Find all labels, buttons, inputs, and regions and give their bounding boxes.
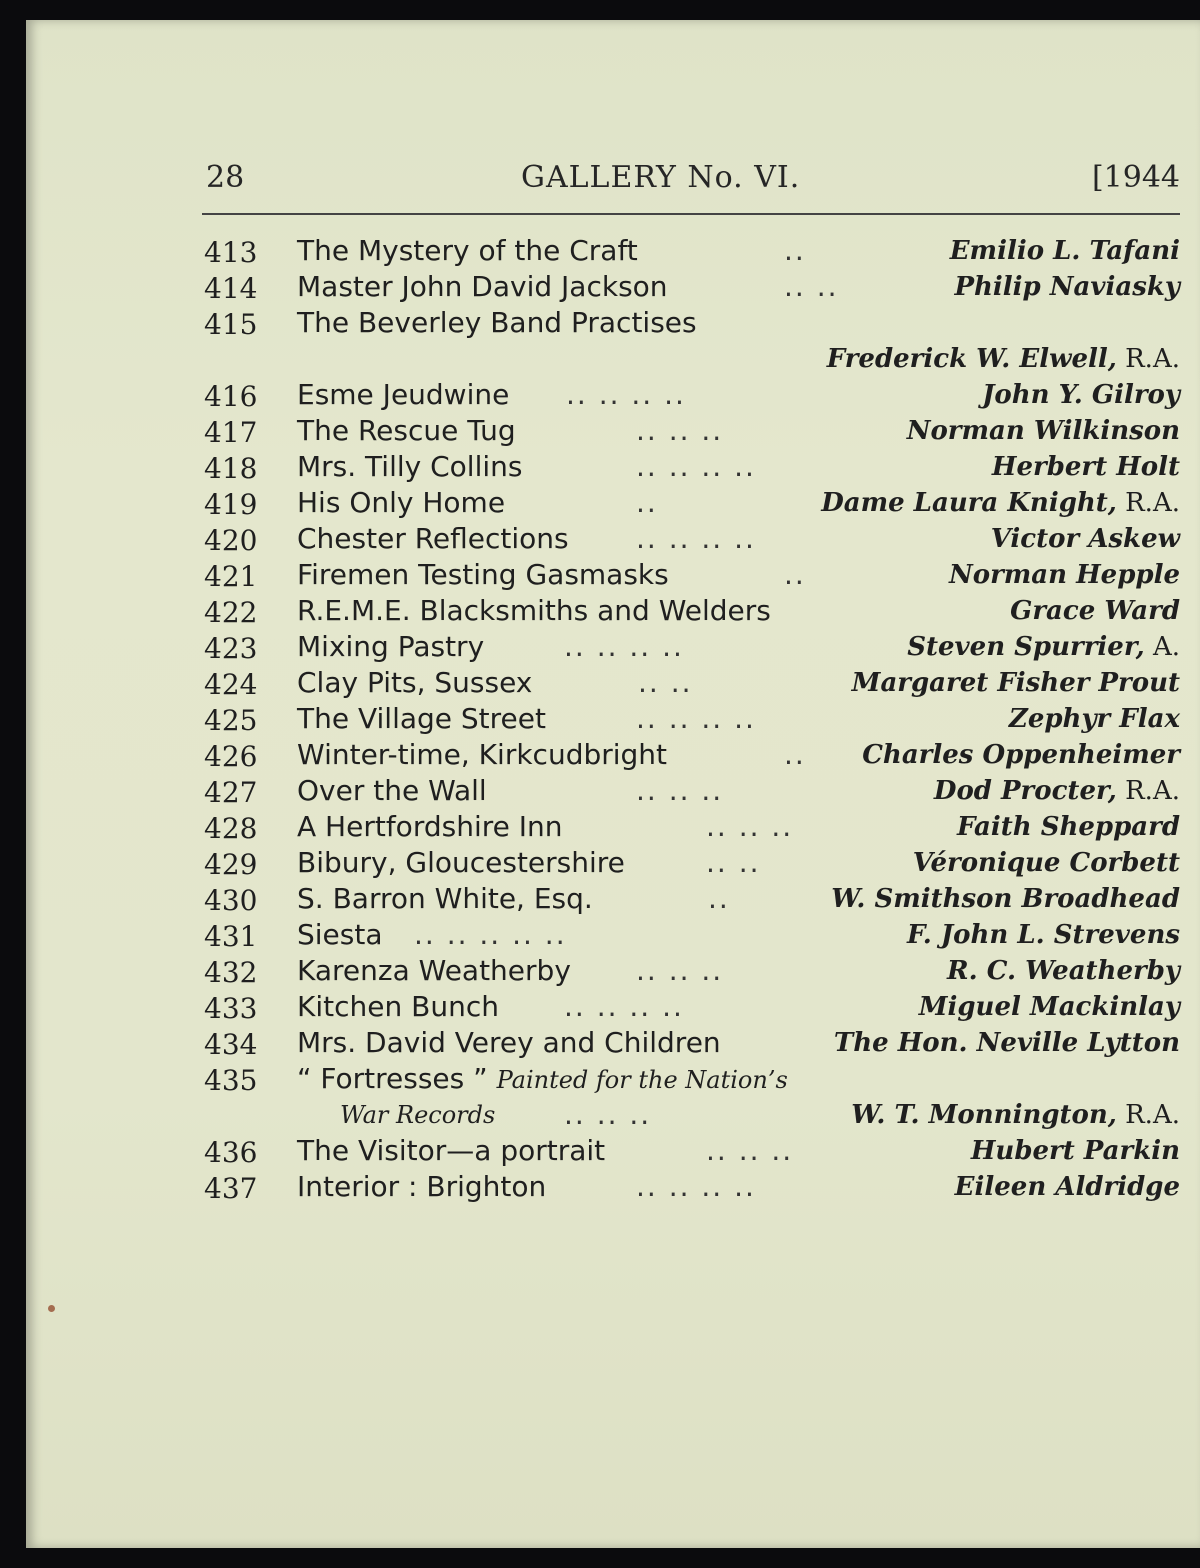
entry-artist: Emilio L. Tafani <box>949 236 1180 266</box>
leader-dots: .. .. .. .. .. <box>414 918 567 951</box>
entry-title: The Visitor—a portrait <box>297 1134 606 1167</box>
leader-dots: .. .. .. <box>636 774 724 807</box>
entry-row <box>26 413 1200 449</box>
entry-artist: F. John L. Strevens <box>906 920 1180 950</box>
leader-dots: .. .. .. <box>636 954 724 987</box>
entry-continuation <box>26 341 1200 377</box>
entry-artist: R. C. Weatherby <box>947 956 1180 986</box>
leader-dots: .. .. .. .. <box>636 522 756 555</box>
entry-number: 427 <box>204 776 258 809</box>
entry-title: His Only Home <box>297 486 506 519</box>
entry-number: 416 <box>204 380 258 413</box>
entry-number: 430 <box>204 884 258 917</box>
entry-artist: Faith Sheppard <box>956 812 1180 842</box>
entry-artist: Norman Hepple <box>948 560 1180 590</box>
entry-title: Winter-time, Kirkcudbright <box>297 738 668 771</box>
entry-number: 417 <box>204 416 258 449</box>
entry-artist: Grace Ward <box>1010 596 1180 626</box>
leader-dots: .. .. .. <box>636 414 724 447</box>
entry-title: S. Barron White, Esq. <box>297 882 593 915</box>
entry-number: 435 <box>204 1064 258 1097</box>
entry-title: The Beverley Band Practises <box>297 306 697 339</box>
entry-row <box>26 305 1200 341</box>
entry-artist: W. T. Monnington, R.A. <box>851 1100 1180 1130</box>
entry-number: 425 <box>204 704 258 737</box>
entry-title: R.E.M.E. Blacksmiths and Welders <box>297 594 771 627</box>
entry-title: Mrs. David Verey and Children <box>297 1026 721 1059</box>
entry-number: 423 <box>204 632 258 665</box>
leader-dots: .. .. .. .. <box>636 702 756 735</box>
entry-title: The Rescue Tug <box>297 414 516 447</box>
entry-row <box>26 233 1200 269</box>
entry-artist: Herbert Holt <box>991 452 1180 482</box>
entry-artist: The Hon. Neville Lytton <box>833 1028 1180 1058</box>
entry-artist: Charles Oppenheimer <box>862 740 1180 770</box>
entry-row <box>26 485 1200 521</box>
entry-artist: Victor Askew <box>990 524 1180 554</box>
entry-continuation <box>26 1097 1200 1133</box>
entry-title: The Village Street <box>297 702 546 735</box>
leader-dots: .. <box>636 486 658 519</box>
entry-artist: Véronique Corbett <box>912 848 1180 878</box>
entry-note: Painted for the Nation’s <box>496 1066 788 1094</box>
entry-number: 429 <box>204 848 258 881</box>
entry-artist: Steven Spurrier, A. <box>907 632 1180 662</box>
entry-row <box>26 521 1200 557</box>
entry-artist: Dod Procter, R.A. <box>933 776 1180 806</box>
leader-dots: .. <box>784 738 806 771</box>
entry-row <box>26 1169 1200 1205</box>
entry-artist: Margaret Fisher Prout <box>851 668 1180 698</box>
entry-number: 432 <box>204 956 258 989</box>
entry-row <box>26 377 1200 413</box>
header-rule <box>202 213 1180 215</box>
entry-row <box>26 881 1200 917</box>
entry-number: 426 <box>204 740 258 773</box>
entry-number: 418 <box>204 452 258 485</box>
entry-row <box>26 269 1200 305</box>
entry-row <box>26 953 1200 989</box>
entry-artist: John Y. Gilroy <box>982 380 1180 410</box>
entry-title: The Mystery of the Craft <box>297 234 638 267</box>
show-through-text <box>26 1210 1200 1426</box>
entry-title: Master John David Jackson <box>297 270 668 303</box>
entry-title: Mixing Pastry <box>297 630 485 663</box>
entry-row <box>26 557 1200 593</box>
entry-number: 420 <box>204 524 258 557</box>
entry-number: 415 <box>204 308 258 341</box>
entry-title: Clay Pits, Sussex <box>297 666 533 699</box>
leader-dots: .. <box>784 234 806 267</box>
entry-number: 437 <box>204 1172 258 1205</box>
entry-row <box>26 989 1200 1025</box>
entries-list <box>26 233 1200 1205</box>
entry-row <box>26 1133 1200 1169</box>
leader-dots: .. .. <box>784 270 839 303</box>
entry-artist: Zephyr Flax <box>1008 704 1180 734</box>
entry-row <box>26 1025 1200 1061</box>
entry-artist: Dame Laura Knight, R.A. <box>821 488 1180 518</box>
entry-number: 421 <box>204 560 258 593</box>
entry-artist: Miguel Mackinlay <box>918 992 1180 1022</box>
leader-dots: .. .. .. <box>706 810 794 843</box>
entry-row <box>26 665 1200 701</box>
entry-title: Firemen Testing Gasmasks <box>297 558 669 591</box>
entry-artist: Hubert Parkin <box>970 1136 1180 1166</box>
entry-number: 413 <box>204 236 258 269</box>
entry-title: Esme Jeudwine <box>297 378 510 411</box>
entry-title: Siesta <box>297 918 383 951</box>
entry-row <box>26 737 1200 773</box>
leader-dots: .. .. .. <box>564 1098 652 1131</box>
entry-title: A Hertfordshire Inn <box>297 810 563 843</box>
entry-row <box>26 773 1200 809</box>
running-title: GALLERY No. VI. <box>521 160 801 195</box>
entry-row <box>26 701 1200 737</box>
entry-title-continuation: War Records <box>340 1101 496 1129</box>
entry-number: 431 <box>204 920 258 953</box>
entry-artist: Frederick W. Elwell, R.A. <box>826 344 1180 374</box>
entry-number: 419 <box>204 488 258 521</box>
entry-artist: Eileen Aldridge <box>954 1172 1180 1202</box>
leader-dots: .. .. .. <box>706 1134 794 1167</box>
catalogue-page <box>26 20 1200 1548</box>
entry-row <box>26 1061 1200 1097</box>
entry-number: 434 <box>204 1028 258 1061</box>
entry-title: Interior : Brighton <box>297 1170 547 1203</box>
leader-dots: .. .. .. .. <box>564 990 684 1023</box>
entry-row <box>26 449 1200 485</box>
entry-artist: Norman Wilkinson <box>906 416 1180 446</box>
leader-dots: .. .. .. .. <box>636 450 756 483</box>
year: [1944 <box>1091 160 1180 195</box>
entry-title: Over the Wall <box>297 774 487 807</box>
leader-dots: .. <box>784 558 806 591</box>
leader-dots: .. .. .. .. <box>564 630 684 663</box>
leader-dots: .. .. .. .. <box>566 378 686 411</box>
entry-row <box>26 917 1200 953</box>
entry-artist: Philip Naviasky <box>954 272 1180 302</box>
entry-title: Kitchen Bunch <box>297 990 499 1023</box>
entry-row <box>26 809 1200 845</box>
paper-speck <box>48 1305 55 1312</box>
leader-dots: .. .. .. .. <box>636 1170 756 1203</box>
leader-dots: .. .. <box>706 846 761 879</box>
entry-title: Chester Reflections <box>297 522 569 555</box>
entry-title: Mrs. Tilly Collins <box>297 450 523 483</box>
leader-dots: .. .. <box>638 666 693 699</box>
leader-dots: .. <box>708 882 730 915</box>
entry-title: Bibury, Gloucestershire <box>297 846 625 879</box>
page-number: 28 <box>206 160 245 195</box>
entry-title: Karenza Weatherby <box>297 954 571 987</box>
entry-number: 424 <box>204 668 258 701</box>
entry-row <box>26 629 1200 665</box>
entry-number: 422 <box>204 596 258 629</box>
page-header <box>26 160 1200 206</box>
entry-row <box>26 845 1200 881</box>
entry-title: “ Fortresses ” Painted for the Nation’s <box>297 1062 788 1095</box>
entry-number: 428 <box>204 812 258 845</box>
entry-row <box>26 593 1200 629</box>
entry-number: 414 <box>204 272 258 305</box>
entry-number: 433 <box>204 992 258 1025</box>
entry-artist: W. Smithson Broadhead <box>831 884 1180 914</box>
entry-number: 436 <box>204 1136 258 1169</box>
